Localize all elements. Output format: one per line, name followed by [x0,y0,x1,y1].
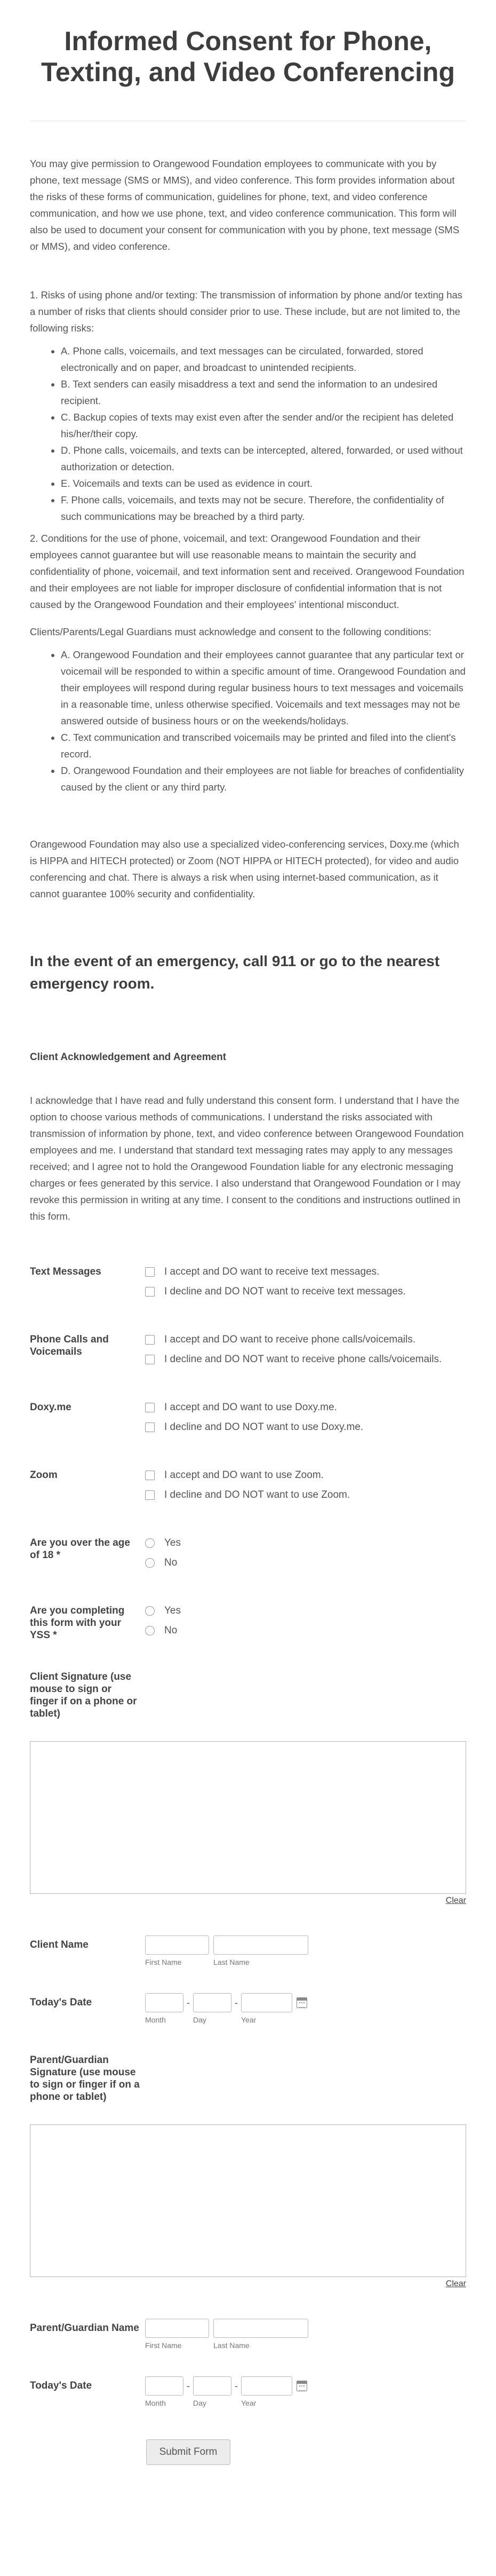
option-label: I decline and DO NOT want to use Doxy.me. [164,1421,364,1433]
field-label: Today's Date [30,2380,92,2391]
emergency-notice: In the event of an emergency, call 911 or go to the nearest emergency room. [30,953,440,992]
conditions-list [30,646,466,795]
text-messages-field [30,1262,466,1301]
sublabel: Month [145,2399,166,2407]
submit-row [30,2439,466,2486]
date-separator: - [235,1997,238,2008]
checkbox[interactable] [145,1423,155,1432]
day-input[interactable] [193,2376,231,2396]
with-yss-options [145,1601,181,1640]
risks-list [30,343,466,525]
field-label: Today's Date [30,1997,92,2008]
guardian-signature-pad[interactable] [30,2124,466,2277]
with-yss-field [30,1601,466,1641]
last-name-group [213,1935,308,1966]
field-label: Client Name [30,1939,89,1950]
client-signature-pad[interactable] [30,1741,466,1894]
zoom-accept[interactable] [145,1465,350,1485]
day-group [193,2376,231,2407]
sublabel: Last Name [213,2341,250,2350]
over-18-yes[interactable] [145,1533,181,1553]
field-label: Doxy.me [30,1402,71,1413]
zoom-options [145,1465,350,1505]
first-name-group [145,1935,209,1966]
phone-calls-options [145,1330,442,1369]
year-input[interactable] [241,2376,292,2396]
todays-date-field [30,2376,466,2407]
sublabel: Day [193,2399,206,2407]
conditions-paragraph: 2. Conditions for the use of phone, voicemail, and text: Orangewood Foundation and their employees cannot guarantee but will use reasonable means to maintain the security and confidentiality of phone, voicemail, and text information sent and received. Orangewood Foundation and their employees are not liable for improper disclosure of confidential information that is not caused by the Orangewood Foundation and their employees' intentional misconduct. [30,533,465,610]
client-signature-clear-link[interactable]: Clear [445,1896,466,1905]
list-item: • D. Phone calls, voicemails, and texts can be intercepted, altered, forwarded, or used without authorization or detection. [61,442,466,475]
month-input[interactable] [145,1993,183,2012]
text-messages-options [145,1262,406,1301]
doxy-me-field [30,1397,466,1437]
calendar-icon[interactable] [297,1997,307,2008]
risks-lead: 1. Risks of using phone and/or texting: The transmission of information by phone and/or texting has a number of risks that clients should consider prior to use. These include, but are not limited to, the following risks: [30,289,463,334]
client-name-field [30,1935,466,1966]
checkbox[interactable] [145,1355,155,1364]
field-label: Phone Calls and Voicemails [30,1334,109,1357]
option-label: I accept and DO want to receive phone calls/voicemails. [164,1333,416,1345]
sublabel: First Name [145,1958,182,1966]
doxy-me-accept[interactable] [145,1397,363,1417]
day-input[interactable] [193,1993,231,2012]
radio-button[interactable] [145,1538,155,1548]
month-group [145,2376,183,2407]
sublabel: Last Name [213,1958,250,1966]
checkbox[interactable] [145,1287,155,1297]
option-label: I decline and DO NOT want to use Zoom. [164,1489,350,1500]
day-group [193,1993,231,2024]
list-item: • D. Orangewood Foundation and their employees are not liable for breaches of confidentiality caused by the client or any third party. [61,762,466,795]
sublabel: Year [241,2016,257,2024]
list-item: • B. Text senders can easily misaddress a text and send the information to an undesired recipient. [61,376,466,409]
calendar-icon[interactable] [297,2381,307,2391]
field-label: Text Messages [30,1266,101,1277]
with-yss-no[interactable] [145,1621,181,1640]
date-inputs [145,2376,307,2407]
over-18-field [30,1533,466,1573]
option-label: Yes [164,1605,181,1616]
checkbox[interactable] [145,1335,155,1345]
month-input[interactable] [145,2376,183,2396]
acknowledgement-heading: Client Acknowledgement and Agreement [30,1052,227,1063]
guardian-name-field [30,2319,466,2350]
list-item: • C. Text communication and transcribed voicemails may be printed and filed into the client's record. [61,729,466,762]
text-messages-decline[interactable] [145,1282,406,1301]
over-18-no[interactable] [145,1553,181,1573]
guardian-signature-label: Parent/Guardian Signature (use mouse to sign or finger if on a phone or tablet) [30,2055,140,2103]
list-item: • F. Phone calls, voicemails, and texts may not be secure. Therefore, the confidentiality of such communications may be breached by a third party. [61,492,466,525]
client-signature-label: Client Signature (use mouse to sign or finger if on a phone or tablet) [30,1671,137,1719]
phone-calls-decline[interactable] [145,1349,442,1369]
date-separator: - [187,2381,190,2391]
radio-button[interactable] [145,1626,155,1635]
first-name-group [145,2319,209,2350]
radio-button[interactable] [145,1606,155,1616]
page-title: Informed Consent for Phone, Texting, and Video Conferencing [41,26,455,87]
acknowledgement-text: I acknowledge that I have read and fully understand this consent form. I understand that I have the option to choose various methods of communications. I understand the risks associated with transmission of information by phone, text, and video conference between Orangewood Foundation employees and me. I understand that standard text messaging rates may apply to any messages received; and I agree not to hold the Orangewood Foundation liable for any electronic messaging charges or fees generated by this service. I also understand that Orangewood Foundation or I may revoke this permission in writing at any time. I consent to the conditions and instructions outlined in this form. [30,1095,464,1222]
guardian-name-inputs [145,2319,308,2350]
phone-calls-field [30,1330,466,1369]
acknowledge-lead: Clients/Parents/Legal Guardians must acknowledge and consent to the following conditions: [30,626,431,637]
option-label: I accept and DO want to receive text messages. [164,1266,380,1277]
option-label: I accept and DO want to use Doxy.me. [164,1401,337,1413]
submit-button[interactable]: Submit Form [146,2439,230,2465]
list-item: • E. Voicemails and texts can be used as evidence in court. [61,475,466,492]
sublabel: Day [193,2016,206,2024]
field-label: Are you completing this form with your YSS * [30,1605,125,1641]
text-messages-accept[interactable] [145,1262,406,1282]
first-name-input[interactable] [145,2319,209,2338]
sublabel: Year [241,2399,257,2407]
list-item: • A. Orangewood Foundation and their employees cannot guarantee that any particular text or voicemail will be responded to within a specific amount of time. Orangewood Foundation and their employees will respond during regular business hours to text messages and voicemails in a reasonable time, unless otherwise specified. Voicemails and text messages may not be answered outside of business hours or on the weekends/holidays. [61,646,466,729]
guardian-signature-clear-link[interactable]: Clear [445,2279,466,2288]
field-label: Parent/Guardian Name [30,2322,139,2334]
field-label: Are you over the age of 18 * [30,1537,130,1561]
with-yss-yes[interactable] [145,1601,181,1621]
radio-button[interactable] [145,1558,155,1568]
date-separator: - [235,2381,238,2391]
phone-calls-accept[interactable] [145,1330,442,1349]
option-label: I decline and DO NOT want to receive phone calls/voicemails. [164,1353,442,1365]
year-group [241,2376,292,2407]
option-label: I accept and DO want to use Zoom. [164,1469,324,1481]
todays-date-field [30,1993,466,2024]
zoom-decline[interactable] [145,1485,350,1505]
doxy-me-options [145,1397,363,1437]
checkbox[interactable] [145,1471,155,1480]
option-label: No [164,1556,178,1568]
list-item: • C. Backup copies of texts may exist even after the sender and/or the recipient has deleted his/her/their copy. [61,409,466,442]
first-name-input[interactable] [145,1935,209,1955]
checkbox[interactable] [145,1267,155,1277]
zoom-field [30,1465,466,1505]
sublabel: Month [145,2016,166,2024]
year-group [241,1993,292,2024]
date-inputs [145,1993,307,2024]
field-label: Zoom [30,1469,58,1481]
date-separator: - [187,1997,190,2008]
last-name-input[interactable] [213,1935,308,1955]
checkbox[interactable] [145,1403,155,1412]
last-name-group [213,2319,308,2350]
doxy-me-decline[interactable] [145,1417,363,1437]
option-label: Yes [164,1537,181,1548]
option-label: I decline and DO NOT want to receive text messages. [164,1285,406,1297]
last-name-input[interactable] [213,2319,308,2338]
checkbox[interactable] [145,1490,155,1500]
month-group [145,1993,183,2024]
over-18-options [145,1533,181,1573]
intro-paragraph: You may give permission to Orangewood Foundation employees to communicate with you by phone, text message (SMS or MMS), and video conference. This form provides information about the risks of these forms of communication, guidelines for phone, text, and video conference communication, and how we use phone, text, and video conference communication. This form will also be used to document your consent for communication with you by phone, text message (SMS or MMS), and video conference. [30,158,460,252]
client-name-inputs [145,1935,308,1966]
year-input[interactable] [241,1993,292,2012]
video-conference-paragraph: Orangewood Foundation may also use a specialized video-conferencing services, Doxy.me (which is HIPPA and HITECH protected) or Zoom (NOT HIPPA or HITECH protected), for video and audio conferencing and chat. There is always a risk when using internet-based communication, as it cannot guarantee 100% security and confidentiality. [30,839,459,899]
sublabel: First Name [145,2341,182,2350]
list-item: • A. Phone calls, voicemails, and text messages can be circulated, forwarded, stored electronically and on paper, and broadcast to unintended recipients. [61,343,466,376]
option-label: No [164,1624,178,1636]
